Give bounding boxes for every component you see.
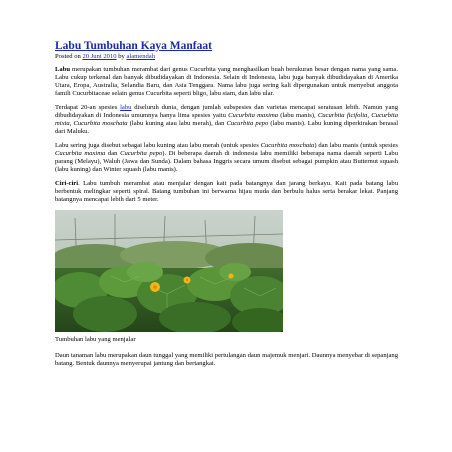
paragraph-text: Labu sering juga disebut sebagai labu kuning atau labu merah (untuk spesies: [55, 142, 261, 149]
species-name: Cucurbita maxima: [55, 150, 106, 157]
paragraph-characteristics: [55, 180, 398, 204]
lead-bold: Ciri-ciri: [55, 180, 79, 187]
paragraph-text: (labu manis),: [278, 112, 318, 119]
paragraph-text: (labu manis). Labu kuning diperkirakan berasal dari Maluku.: [55, 120, 399, 135]
species-name: Cucurbita ficifolia: [317, 112, 368, 119]
species-name: Cucurbita maxima: [228, 112, 279, 119]
paragraph-species: [55, 104, 398, 136]
lead-bold: Labu: [55, 66, 71, 73]
paragraph-text: ). Di beberapa daerah di indonesia labu memiliki beberapa nama daerah seperti Labu parang (Melayu), Waluh (Jawa dan Sunda). Dalam bahasa Inggris secara umum disebut sebagai pumpkin atau Butternut squash (labu kuning) dan Winter squash (labu manis).: [55, 150, 398, 173]
author-link[interactable]: alamendah: [126, 53, 156, 60]
figure-caption: Tumbuhan labu yang menjalar: [55, 336, 136, 343]
paragraph-text: ) dan labu manis (untuk spesies: [314, 142, 398, 149]
paragraph-intro: [55, 66, 398, 98]
paragraph-text: dan: [105, 150, 121, 157]
paragraph-text: diseluruh dunia, dengan jumlah subspesies dan varietas mencapai seratusan lebih. Namun yang dibudidayakan di Indonesia umumnya hanya lima spesies yaitu: [55, 104, 398, 119]
paragraph-text: ,: [69, 120, 74, 127]
paragraph-text: merupakan tumbuhan merambat dari genus Cucurbita yang menghasilkan buah berukuran besar dengan nama yang sama. Labu cukup terkenal dan banyak dibudidayakan di Indonesia. Selain di Indonesia, labu juga banyak dibudidayakan di Amerika Utara, Eropa, Australia, Selandia Baru, dan Asia Tenggara. Nama labu juga sering kali dipergunakan untuk menyebut anggota famili Cucurbitaceae selain genus Cucurbita seperti bligo, labu siam, dan labu ular.: [55, 66, 398, 97]
paragraph-names: [55, 142, 398, 174]
post-meta: [55, 53, 398, 61]
pumpkin-plant-image: [55, 210, 283, 332]
paragraph-text: . Labu tumbuh merambat atau menjalar dengan kait pada batangnya dan jarang berkayu. Kait pada batang labu berbentuk melingkar seperti spiral. Batang tumbuhan ini berwarna hijau muda dan berbulu halus serta berakar lekat. Panjang batangnya mencapai lebih dari 5 meter.: [55, 180, 398, 203]
labu-link[interactable]: labu: [120, 104, 132, 111]
species-name: Cucurbita moschata: [260, 142, 315, 149]
paragraph-text: Terdapat 20-an spesies: [55, 104, 121, 111]
paragraph-text: ,: [367, 112, 372, 119]
species-name: Cucurbita pepo: [120, 150, 163, 157]
posted-prefix: Posted on: [55, 53, 81, 60]
article-content: [55, 40, 398, 374]
paragraph-leaves: Daun tanaman labu merupakan daun tunggal yang memiliki pertulangan daun majemuk menjari. Daunnya menyebar di sepanjang batang. Bentuk daunnya menyerupai jantung dan bertangkai.: [55, 352, 398, 367]
post-date-link[interactable]: 20 Juni 2010: [82, 53, 117, 60]
species-name: Cucurbita moschata: [73, 120, 128, 127]
species-name: Cucurbita mixta: [55, 112, 398, 127]
by-word: by: [118, 53, 125, 60]
pumpkin-plant-photo: [55, 210, 283, 332]
species-name: Cucurbita pepo: [226, 120, 269, 127]
article-title[interactable]: Labu Tumbuhan Kaya Manfaat: [55, 40, 212, 52]
paragraph-text: (labu kuning atau labu merah), dan: [127, 120, 227, 127]
